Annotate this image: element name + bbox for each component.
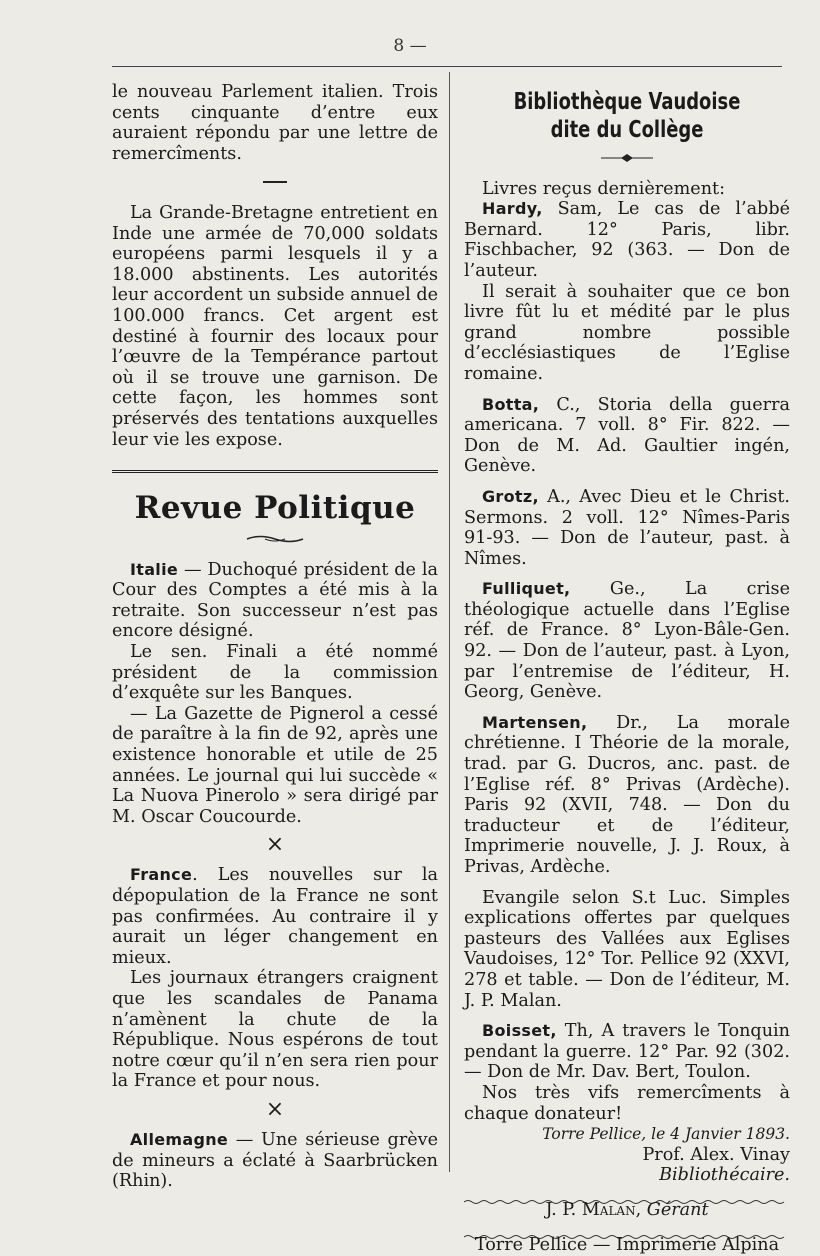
section-rule [112, 470, 438, 473]
livres-recus-line: Livres reçus dernièrement: [482, 178, 726, 199]
france-paragraph [112, 865, 438, 968]
italie-paragraph [112, 560, 438, 642]
italie-label: Italie [130, 559, 179, 579]
top-rule [112, 66, 782, 67]
book-entry [464, 199, 790, 281]
thanks-paragraph: Nos très vifs remercîments à chaque donateur! [464, 1082, 790, 1124]
wavy-rule [464, 1225, 790, 1231]
journaux-paragraph: Les journaux étrangers craignent que les scandales de Panama n’amènent la chute de la République. Nous espérons de tout notre cœur qu’il n’en sera rien pour la France et pour nous. [112, 968, 438, 1092]
cross-separator: × [265, 832, 285, 858]
book-author: Grotz, [482, 486, 539, 506]
manager-name: J. P. Malan, [545, 1199, 642, 1220]
right-column [464, 82, 790, 1255]
book-details: Dr., La morale chrétienne. I Théorie de la morale, trad. par G. Ducros, anc. past. de l’Eglise réf. 8° Privas (Ardèche). Paris 92 (XVII, 748. — Don du traducteur et de l’éditeur, Imprimerie nouvelle, J. J. Roux, à Privas, Ardèche. [464, 712, 790, 877]
book-entry [464, 1021, 790, 1083]
manager-role: Gérant [646, 1199, 709, 1220]
book-details: Evangile selon S.t Luc. Simples explications offertes par quelques pasteurs des Vallées aux Eglises Vaudoises, 12° Tor. Pellice 92 (XXVI, 278 et table. — Don de l’éditeur, M. J. P. Malan. [464, 887, 790, 1011]
book-entry [464, 579, 790, 703]
printer-line: Torre Pellice — Imprimerie Alpina [474, 1234, 780, 1255]
france-text: . Les nouvelles sur la dépopulation de la France ne sont pas confirmées. Au contraire il y aurait un léger changement en mieux. [112, 865, 438, 968]
book-entry [464, 487, 790, 569]
bibliotheque-heading: Bibliothèque Vaudoise dite du Collège [513, 89, 741, 143]
italie-text: — Duchoqué président de la Cour des Comptes a été mis à la retraite. Son successeur n’est pas encore désigné. [112, 559, 438, 642]
revue-politique-heading: Revue Politique [134, 490, 416, 527]
place-date: Torre Pellice, le 4 Janvier 1893. [542, 1125, 790, 1144]
book-entry [464, 713, 790, 878]
left-column [112, 82, 438, 1192]
column-divider [449, 72, 450, 1172]
ornament-flourish [464, 148, 790, 169]
book-details: A., Avec Dieu et le Christ. Sermons. 2 voll. 12° Nîmes-Paris 91-93. — Don de l’auteur, past. à Nîmes. [464, 486, 790, 569]
allemagne-paragraph [112, 1130, 438, 1192]
book-author: Botta, [482, 394, 540, 414]
signer-name: Prof. Alex. Vinay [642, 1144, 790, 1165]
book-details: Sam, Le cas de l’abbé Bernard. 12° Paris, libr. Fischbacher, 92 (363. — Don de l’auteur. [464, 199, 790, 281]
book-entry [464, 395, 790, 477]
allemagne-text: — Une sérieuse grève de mineurs a éclaté à Saarbrücken (Rhin). [112, 1129, 438, 1192]
page-number: 8 — [393, 36, 427, 56]
temperance-intro-paragraph: le nouveau Parlement italien. Trois cents cinquante d’entre eux auraient répondu par une lettre de remercîments. [112, 82, 438, 164]
cross-separator: × [265, 1096, 285, 1122]
book-author: Fulliquet, [482, 579, 571, 599]
book-entry [464, 888, 790, 1012]
grande-bretagne-paragraph: La Grande-Bretagne entretient en Inde une armée de 70,000 soldats européens parmi lesquels il y a 18.000 abstinents. Les autorités leur accordent un subside annuel de 100.000 francs. Cet argent est destiné à fournir des locaux pour l’œuvre de la Tempérance partout où il se trouve une garnison. De cette façon, les hommes sont préservés des tentations auxquelles leur vie les expose. [112, 202, 438, 450]
wavy-rule [464, 1190, 790, 1196]
book-author: Boisset, [482, 1021, 557, 1041]
book-author: Hardy, [482, 199, 543, 219]
allemagne-label: Allemagne [130, 1129, 229, 1149]
separator-dash [112, 172, 438, 193]
book-details: C., Storia della guerra americana. 7 voll. 8° Fir. 822. — Don de M. Ad. Gaultier ingén, Genève. [464, 394, 790, 477]
gazette-paragraph: — La Gazette de Pignerol a cessé de paraître à la fin de 92, après une existence honorable et utile de 25 années. Le journal qui lui succède « La Nuova Pinerolo » sera dirigé par M. Oscar Coucourde. [112, 703, 438, 827]
finali-paragraph: Le sen. Finali a été nommé président de la commission d’exquête sur les Banques. [112, 642, 438, 704]
souhait-paragraph: Il serait à souhaiter que ce bon livre fût lu et médité par le plus grand nombre possible d’ecclésiastiques de l’Eglise romaine. [464, 281, 790, 384]
signer-role: Bibliothécaire. [659, 1165, 790, 1186]
book-details: Ge., La crise théologique actuelle dans l’Eglise réf. de France. 8° Lyon-Bâle-Gen. 92. — Don de l’auteur, past. à Lyon, par l’entremise de l’éditeur, H. Georg, Genève. [464, 579, 790, 703]
book-author: Martensen, [482, 712, 588, 732]
france-label: France [130, 865, 193, 885]
book-details: Th, A travers le Tonquin pendant la guerre. 12° Par. 92 (302. — Don de Mr. Dav. Bert, Toulon. [464, 1021, 790, 1083]
ornament-flourish [112, 529, 438, 550]
